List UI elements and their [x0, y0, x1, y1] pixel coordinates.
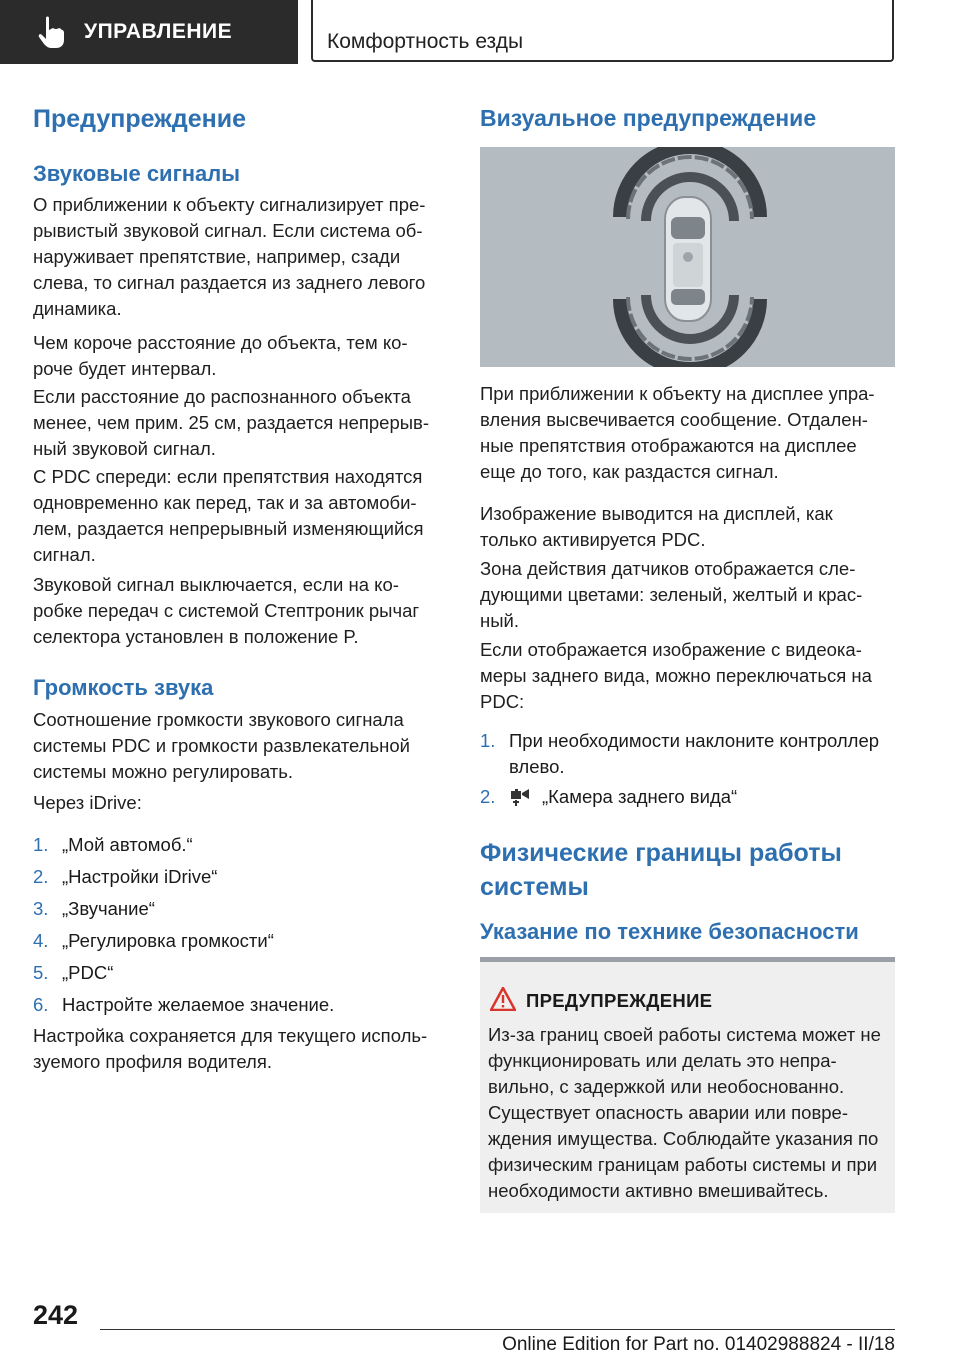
list-item: 2. „Камера заднего вида“: [480, 786, 738, 807]
paragraph-front-pdc: С PDC спереди: если препятствия находятся одновременно как перед, так и за автомоби- лем, раздается непрерывный изменяющийся сигнал.: [33, 466, 424, 565]
heading-warning: Предупреждение: [33, 105, 247, 133]
camera-icon: [509, 787, 531, 807]
hand-pointer-icon: [36, 15, 66, 49]
list-item: 6. Настройте желаемое значение.: [33, 994, 335, 1015]
section-title: УПРАВЛЕНИЕ: [84, 20, 233, 43]
warning-triangle-icon: [490, 987, 516, 1011]
list-item: 4. „Регулировка громкости“: [33, 930, 274, 951]
paragraph-via-idrive: Через iDrive:: [33, 792, 142, 813]
heading-safety-note: Указание по технике безопасности: [480, 919, 859, 944]
heading-volume: Громкость звука: [33, 675, 214, 700]
paragraph-colors: Зона действия датчиков отображается сле- дующими цветами: зеленый, желтый и крас- ный.: [480, 558, 863, 631]
paragraph-rear-camera: Если отображается изображение с видеока- меры заднего вида, можно переключаться на PDC:: [480, 639, 872, 712]
pdc-display-illustration: [480, 147, 895, 367]
paragraph-volume-ratio: Соотношение громкости звукового сигнала системы PDC и громкости развлекательной системы можно регулировать.: [33, 709, 410, 782]
list-item: 1. „Мой автомоб.“: [33, 834, 193, 855]
heading-physical-limits: Физические границы работы системы: [480, 839, 842, 901]
section-tab: [0, 0, 298, 64]
paragraph-profile: Настройка сохраняется для текущего исполь- зуемого профиля водителя.: [33, 1025, 428, 1072]
list-item: 5. „PDC“: [33, 962, 114, 983]
warning-title: ПРЕДУПРЕЖДЕНИЕ: [526, 990, 713, 1011]
heading-visual-warning: Визуальное предупреждение: [480, 105, 817, 131]
paragraph-proximity: О приближении к объекту сигнализирует пре- рывистый звуковой сигнал. Если система об- наруживает препятствие, например, сзади слева, то сигнал раздается из заднего левого динамика.: [33, 194, 426, 319]
list-item: 2. „Настройки iDrive“: [33, 866, 218, 887]
chapter-tab: [311, 0, 894, 62]
car-top-view-icon: [480, 147, 895, 367]
paragraph-display-message: При приближении к объекту на дисплее упра- вления высвечивается сообщение. Отдален- ные препятствия отображаются на дисплее еще до того, как раздастся сигнал.: [480, 383, 875, 482]
warning-box: [480, 957, 895, 1213]
paragraph-pdc-active: Изображение выводится на дисплей, как только активируется PDC.: [480, 503, 833, 550]
paragraph-steptronic: Звуковой сигнал выключается, если на ко- робке передач с системой Стептроник рычаг селектора установлен в положение P.: [33, 574, 420, 647]
heading-sound-signals: Звуковые сигналы: [33, 161, 241, 186]
footer-divider: [100, 1329, 895, 1330]
list-item: 1. При необходимости наклоните контроллер влево.: [480, 730, 880, 777]
paragraph-continuous: Если расстояние до распознанного объекта менее, чем прим. 25 см, раздается непрерыв- ный звуковой сигнал.: [33, 386, 430, 459]
footer-edition: Online Edition for Part no. 01402988824 - II/18: [502, 1334, 895, 1355]
paragraph-interval: Чем короче расстояние до объекта, тем ко- роче будет интервал.: [33, 332, 408, 379]
list-item: 3. „Звучание“: [33, 898, 155, 919]
chapter-title: Комфортность езды: [327, 30, 524, 53]
page-number: 242: [33, 1300, 79, 1330]
warning-text: Из-за границ своей работы система может не функционировать или делать это непра- вильно, с задержкой или необоснованно. Существует опасность аварии или повре- ждения имущества. Соблюдайте указания по физическим границам работы системы и при необходимости активно вмешивайтесь.: [488, 1024, 881, 1201]
